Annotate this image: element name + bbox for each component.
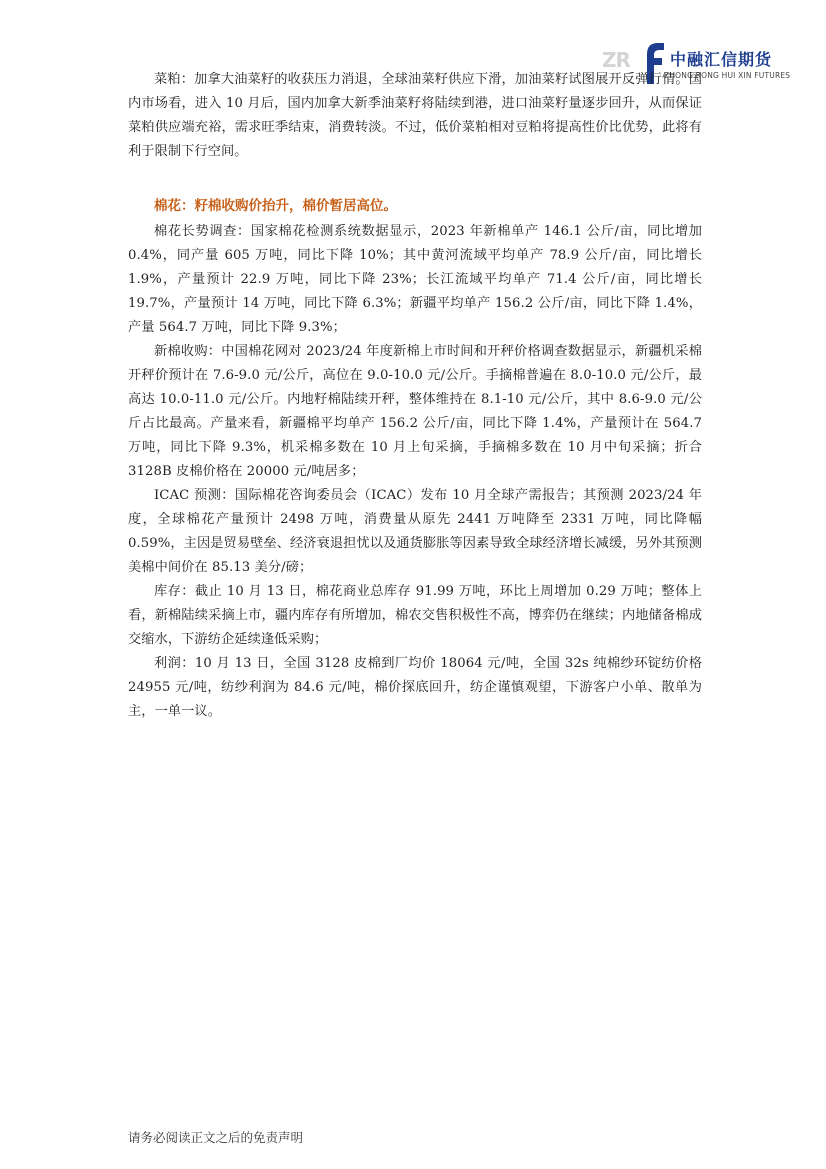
logo-mark: ZR	[602, 48, 630, 72]
profit-paragraph: 利润：10 月 13 日，全国 3128 皮棉到厂均价 18064 元/吨，全国 32s 纯棉纱环锭纺价格 24955 元/吨，纺纱利润为 84.6 元/吨，棉价探底回升，纺企谨慎观望，下游客户小单、散单为主，一单一议。	[128, 656, 702, 719]
inventory-paragraph: 库存：截止 10 月 13 日，棉花商业总库存 91.99 万吨，环比上周增加 0.29 万吨；整体上看，新棉陆续采摘上市，疆内库存有所增加，棉农交售积极性不高，博弈仍在继续；内地储备棉成交缩水，下游纺企延续逢低采购；	[128, 584, 702, 647]
report-body	[128, 68, 702, 724]
disclaimer-footer: 请务必阅读正文之后的免责声明	[128, 1130, 304, 1145]
cotton-growth-paragraph: 棉花长势调查：国家棉花检测系统数据显示，2023 年新棉单产 146.1 公斤/亩，同比增加 0.4%，同产量 605 万吨，同比下降 10%；其中黄河流域平均单产 78.9 公斤/亩，同比增长 1.9%，产量预计 22.9 万吨，同比下降 23%；长江流域平均单产 71.4 公斤/亩，同比增长 19.7%，产量预计 14 万吨，同比下降 6.3%；新疆平均单产 156.2 公斤/亩，同比下降 1.4%，产量 564.7 万吨，同比下降 9.3%；	[128, 224, 702, 335]
logo-chinese-name: 中融汇信期货	[670, 50, 773, 69]
logo-english-name: ZHONG RONG HUI XIN FUTURES	[664, 71, 791, 80]
cotton-purchase-paragraph: 新棉收购：中国棉花网对 2023/24 年度新棉上市时间和开秤价格调查数据显示，新疆机采棉开秤价预计在 7.6-9.0 元/公斤，高位在 9.0-10.0 元/公斤。手摘棉普遍在 8.0-10.0 元/公斤，最高达 10.0-11.0 元/公斤。内地籽棉陆续开秤，整体维持在 8.1-10 元/公斤，其中 8.6-9.0 元/公斤占比最高。产量来看，新疆棉平均单产 156.2 公斤/亩，同比下降 1.4%，产量预计在 564.7 万吨，同比下降 9.3%，机采棉多数在 10 月上旬采摘，手摘棉多数在 10 月中旬采摘；折合 3128B 皮棉价格在 20000 元/吨居多；	[128, 344, 702, 479]
cotton-section-title: 棉花：籽棉收购价抬升，棉价暂居高位。	[154, 198, 397, 214]
rapeseed-meal-paragraph: 菜粕：加拿大油菜籽的收获压力消退，全球油菜籽供应下滑，加油菜籽试图展开反弹行情。国内市场看，进入 10 月后，国内加拿大新季油菜籽将陆续到港，进口油菜籽量逐步回升，从而保证菜粕供应端充裕，需求旺季结束，消费转淡。不过，低价菜粕相对豆粕将提高性价比优势，此将有利于限制下行空间。	[128, 72, 702, 159]
icac-forecast-paragraph: ICAC 预测：国际棉花咨询委员会（ICAC）发布 10 月全球产需报告；其预测 2023/24 年度，全球棉花产量预计 2498 万吨，消费量从原先 2441 万吨降至 2331 万吨，同比降幅 0.59%，主因是贸易壁垒、经济衰退担忧以及通货膨胀等因素导致全球经济增长减缓，另外其预测美棉中间价在 85.13 美分/磅；	[128, 488, 702, 575]
